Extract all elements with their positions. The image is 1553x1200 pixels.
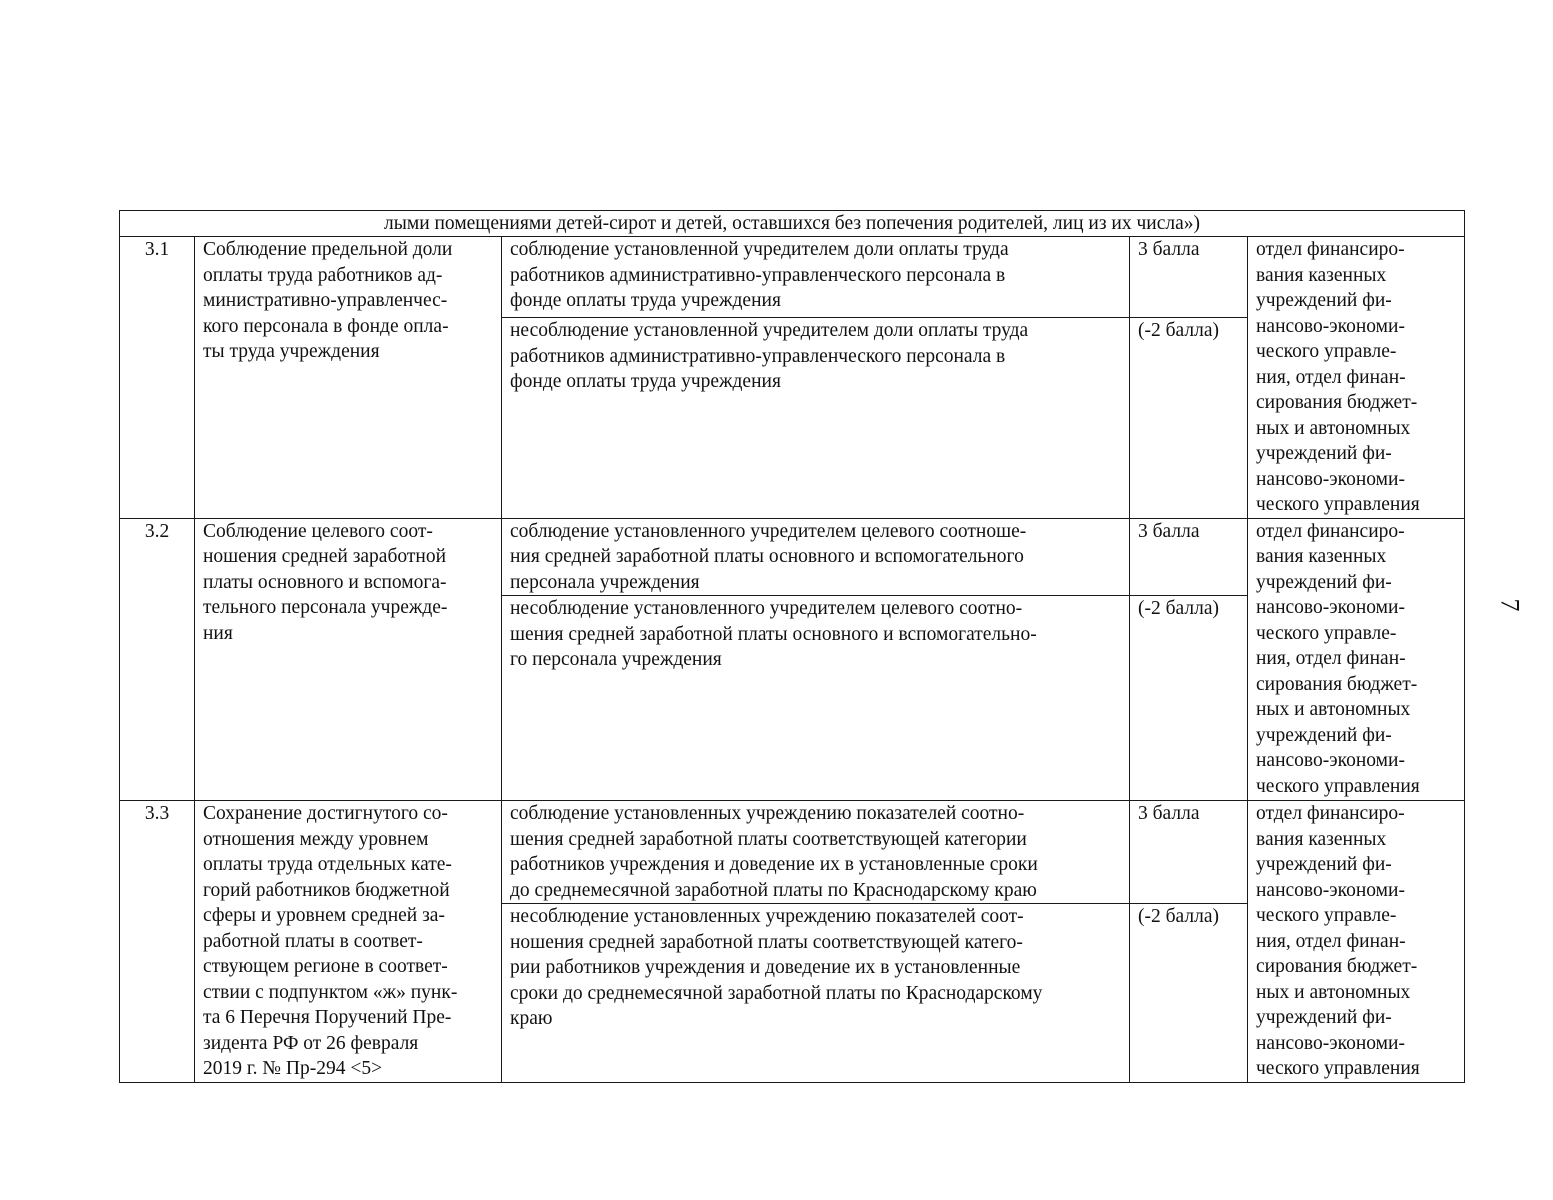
row-number: 3.3 [120, 801, 195, 1083]
indicator-noncompliance-cell [502, 596, 1130, 801]
indicator-text-line: фонде оплаты труда учреждения [510, 371, 781, 392]
indicator-text [510, 801, 1121, 903]
department-text-line: сирования бюджет- [1256, 956, 1418, 977]
criterion-text [203, 519, 493, 647]
department-text-line: ных и автономных [1256, 417, 1411, 439]
table-row [120, 518, 1465, 596]
criterion-text-line: ношения средней заработной [203, 546, 447, 567]
responsible-department-cell [1248, 801, 1465, 1083]
department-text-line: ния, отдел финан- [1256, 930, 1406, 952]
criterion-text-line: зидента РФ от 26 февраля [203, 1032, 419, 1054]
criterion-text-line: оплаты труда отдельных кате- [203, 854, 452, 875]
department-text-line: ческого управле- [1256, 341, 1397, 362]
criterion-text-line: Соблюдение предельной доли [203, 239, 453, 260]
criterion-text-line: та 6 Перечня Поручений Пре- [203, 1007, 452, 1028]
department-text-line: вания казенных [1256, 546, 1387, 567]
indicator-text-line: фонде оплаты труда учреждения [510, 290, 781, 311]
department-text-line: отдел финансиро- [1256, 803, 1405, 824]
department-text-line: ния, отдел финан- [1256, 648, 1406, 669]
criterion-text-line: Соблюдение целевого соот- [203, 520, 433, 542]
page-number: 7 [1495, 598, 1525, 612]
department-text-line: нансово-экономи- [1256, 879, 1405, 901]
criterion-text-line: ния [203, 622, 233, 644]
points-cell: (-2 балла) [1130, 596, 1248, 801]
indicator-text-line: персонала учреждения [510, 571, 700, 593]
points-cell: (-2 балла) [1130, 904, 1248, 1082]
header-continuation-text: лыми помещениями детей-сирот и детей, оставшихся без попечения родителей, лиц из их числа») [120, 211, 1465, 237]
indicator-text-line: несоблюдение установленных учреждению показателей соот- [510, 906, 1024, 928]
indicator-text-line: несоблюдение установленного учредителем целевого соотно- [510, 598, 1023, 619]
indicator-text-line: соблюдение установленной учредителем доли оплаты труда [510, 239, 1009, 260]
department-text-line: нансово-экономи- [1256, 1032, 1405, 1054]
department-text-line: нансово-экономи- [1256, 597, 1405, 618]
criterion-text-line: 2019 г. № Пр-294 <5> [203, 1058, 383, 1079]
department-text-line: отдел финансиро- [1256, 239, 1405, 260]
indicator-text [510, 318, 1121, 395]
indicator-text-line: сроки до среднемесячной заработной платы по Краснодарскому [510, 982, 1043, 1004]
department-text [1256, 519, 1456, 800]
indicator-text-line: соблюдение установленных учреждению показателей соотно- [510, 803, 1025, 824]
indicator-text-line: шения средней заработной платы основного и вспомогательно- [510, 623, 1037, 645]
responsible-department-cell [1248, 518, 1465, 801]
indicator-noncompliance-cell [502, 318, 1130, 519]
indicator-text-line: до среднемесячной заработной платы по Краснодарскому краю [510, 879, 1037, 901]
department-text [1256, 801, 1456, 1082]
table-row [120, 801, 1465, 904]
indicator-text-line: работников административно-управленческого персонала в [510, 264, 1006, 286]
department-text-line: сирования бюджет- [1256, 673, 1418, 695]
criteria-table [119, 210, 1465, 1083]
indicator-text-line: рии работников учреждения и доведение их в установленные [510, 957, 1021, 979]
criterion-text-line: работной платы в соответ- [203, 930, 423, 952]
department-text-line: вания казенных [1256, 264, 1387, 286]
department-text-line: учреждений фи- [1256, 443, 1392, 464]
indicator-text [510, 904, 1121, 1032]
criterion-text-line: платы основного и вспомога- [203, 571, 447, 593]
indicator-text-line: краю [510, 1008, 553, 1030]
criterion-cell [195, 237, 502, 519]
criterion-text-line: сферы и уровнем средней за- [203, 905, 445, 926]
department-text-line: ческого управления [1256, 1058, 1420, 1079]
indicator-text-line: шения средней заработной платы соответствующей категории [510, 828, 1027, 850]
indicator-text-line: работников административно-управленческого персонала в [510, 345, 1006, 367]
department-text-line: учреждений фи- [1256, 724, 1392, 746]
department-text-line: нансово-экономи- [1256, 468, 1405, 490]
criterion-text-line: оплаты труда работников ад- [203, 264, 443, 286]
department-text-line: ческого управле- [1256, 622, 1397, 644]
department-text-line: нансово-экономи- [1256, 750, 1405, 771]
indicator-text-line: го персонала учреждения [510, 649, 722, 670]
indicator-text [510, 519, 1121, 596]
points-cell: 3 балла [1130, 801, 1248, 904]
department-text-line: учреждений фи- [1256, 1007, 1392, 1028]
row-number: 3.2 [120, 518, 195, 801]
department-text-line: вания казенных [1256, 828, 1387, 850]
criterion-cell [195, 801, 502, 1083]
criterion-text [203, 801, 493, 1082]
department-text-line: ческого управле- [1256, 905, 1397, 926]
department-text-line: учреждений фи- [1256, 290, 1392, 311]
points-cell: 3 балла [1130, 237, 1248, 318]
department-text-line: ных и автономных [1256, 699, 1411, 720]
indicator-compliance-cell [502, 801, 1130, 904]
indicator-text [510, 596, 1121, 673]
indicator-text-line: ношения средней заработной платы соответствующей катего- [510, 931, 1023, 953]
indicator-text [510, 237, 1121, 314]
department-text-line: ческого управления [1256, 494, 1420, 515]
criterion-text-line: ствующем регионе в соответ- [203, 956, 448, 977]
indicator-compliance-cell [502, 518, 1130, 596]
department-text-line: ческого управления [1256, 775, 1420, 797]
indicator-compliance-cell [502, 237, 1130, 318]
criterion-text-line: ты труда учреждения [203, 341, 380, 362]
table-row [120, 237, 1465, 318]
criterion-text-line: отношения между уровнем [203, 828, 429, 850]
criterion-text-line: ствии с подпунктом «ж» пунк- [203, 981, 458, 1003]
department-text-line: ных и автономных [1256, 981, 1411, 1003]
department-text-line: нансово-экономи- [1256, 315, 1405, 337]
indicator-noncompliance-cell [502, 904, 1130, 1082]
responsible-department-cell [1248, 237, 1465, 519]
points-cell: (-2 балла) [1130, 318, 1248, 519]
department-text [1256, 237, 1456, 518]
criterion-text-line: министративно-управленчес- [203, 290, 448, 311]
criterion-cell [195, 518, 502, 801]
department-text-line: отдел финансиро- [1256, 520, 1405, 542]
department-text-line: учреждений фи- [1256, 854, 1392, 875]
criterion-text-line: Сохранение достигнутого со- [203, 803, 448, 824]
header-continuation-row [120, 211, 1465, 237]
row-number: 3.1 [120, 237, 195, 519]
points-cell: 3 балла [1130, 518, 1248, 596]
indicator-text-line: соблюдение установленного учредителем целевого соотноше- [510, 520, 1027, 542]
criterion-text [203, 237, 493, 365]
criterion-text-line: кого персонала в фонде опла- [203, 315, 449, 337]
indicator-text-line: несоблюдение установленной учредителем доли оплаты труда [510, 320, 1029, 341]
department-text-line: ния, отдел финан- [1256, 366, 1406, 388]
indicator-text-line: ния средней заработной платы основного и вспомогательного [510, 546, 1024, 567]
department-text-line: сирования бюджет- [1256, 392, 1418, 413]
criterion-text-line: горий работников бюджетной [203, 879, 450, 901]
indicator-text-line: работников учреждения и доведение их в установленные сроки [510, 854, 1038, 875]
department-text-line: учреждений фи- [1256, 571, 1392, 593]
criterion-text-line: тельного персонала учрежде- [203, 597, 448, 618]
